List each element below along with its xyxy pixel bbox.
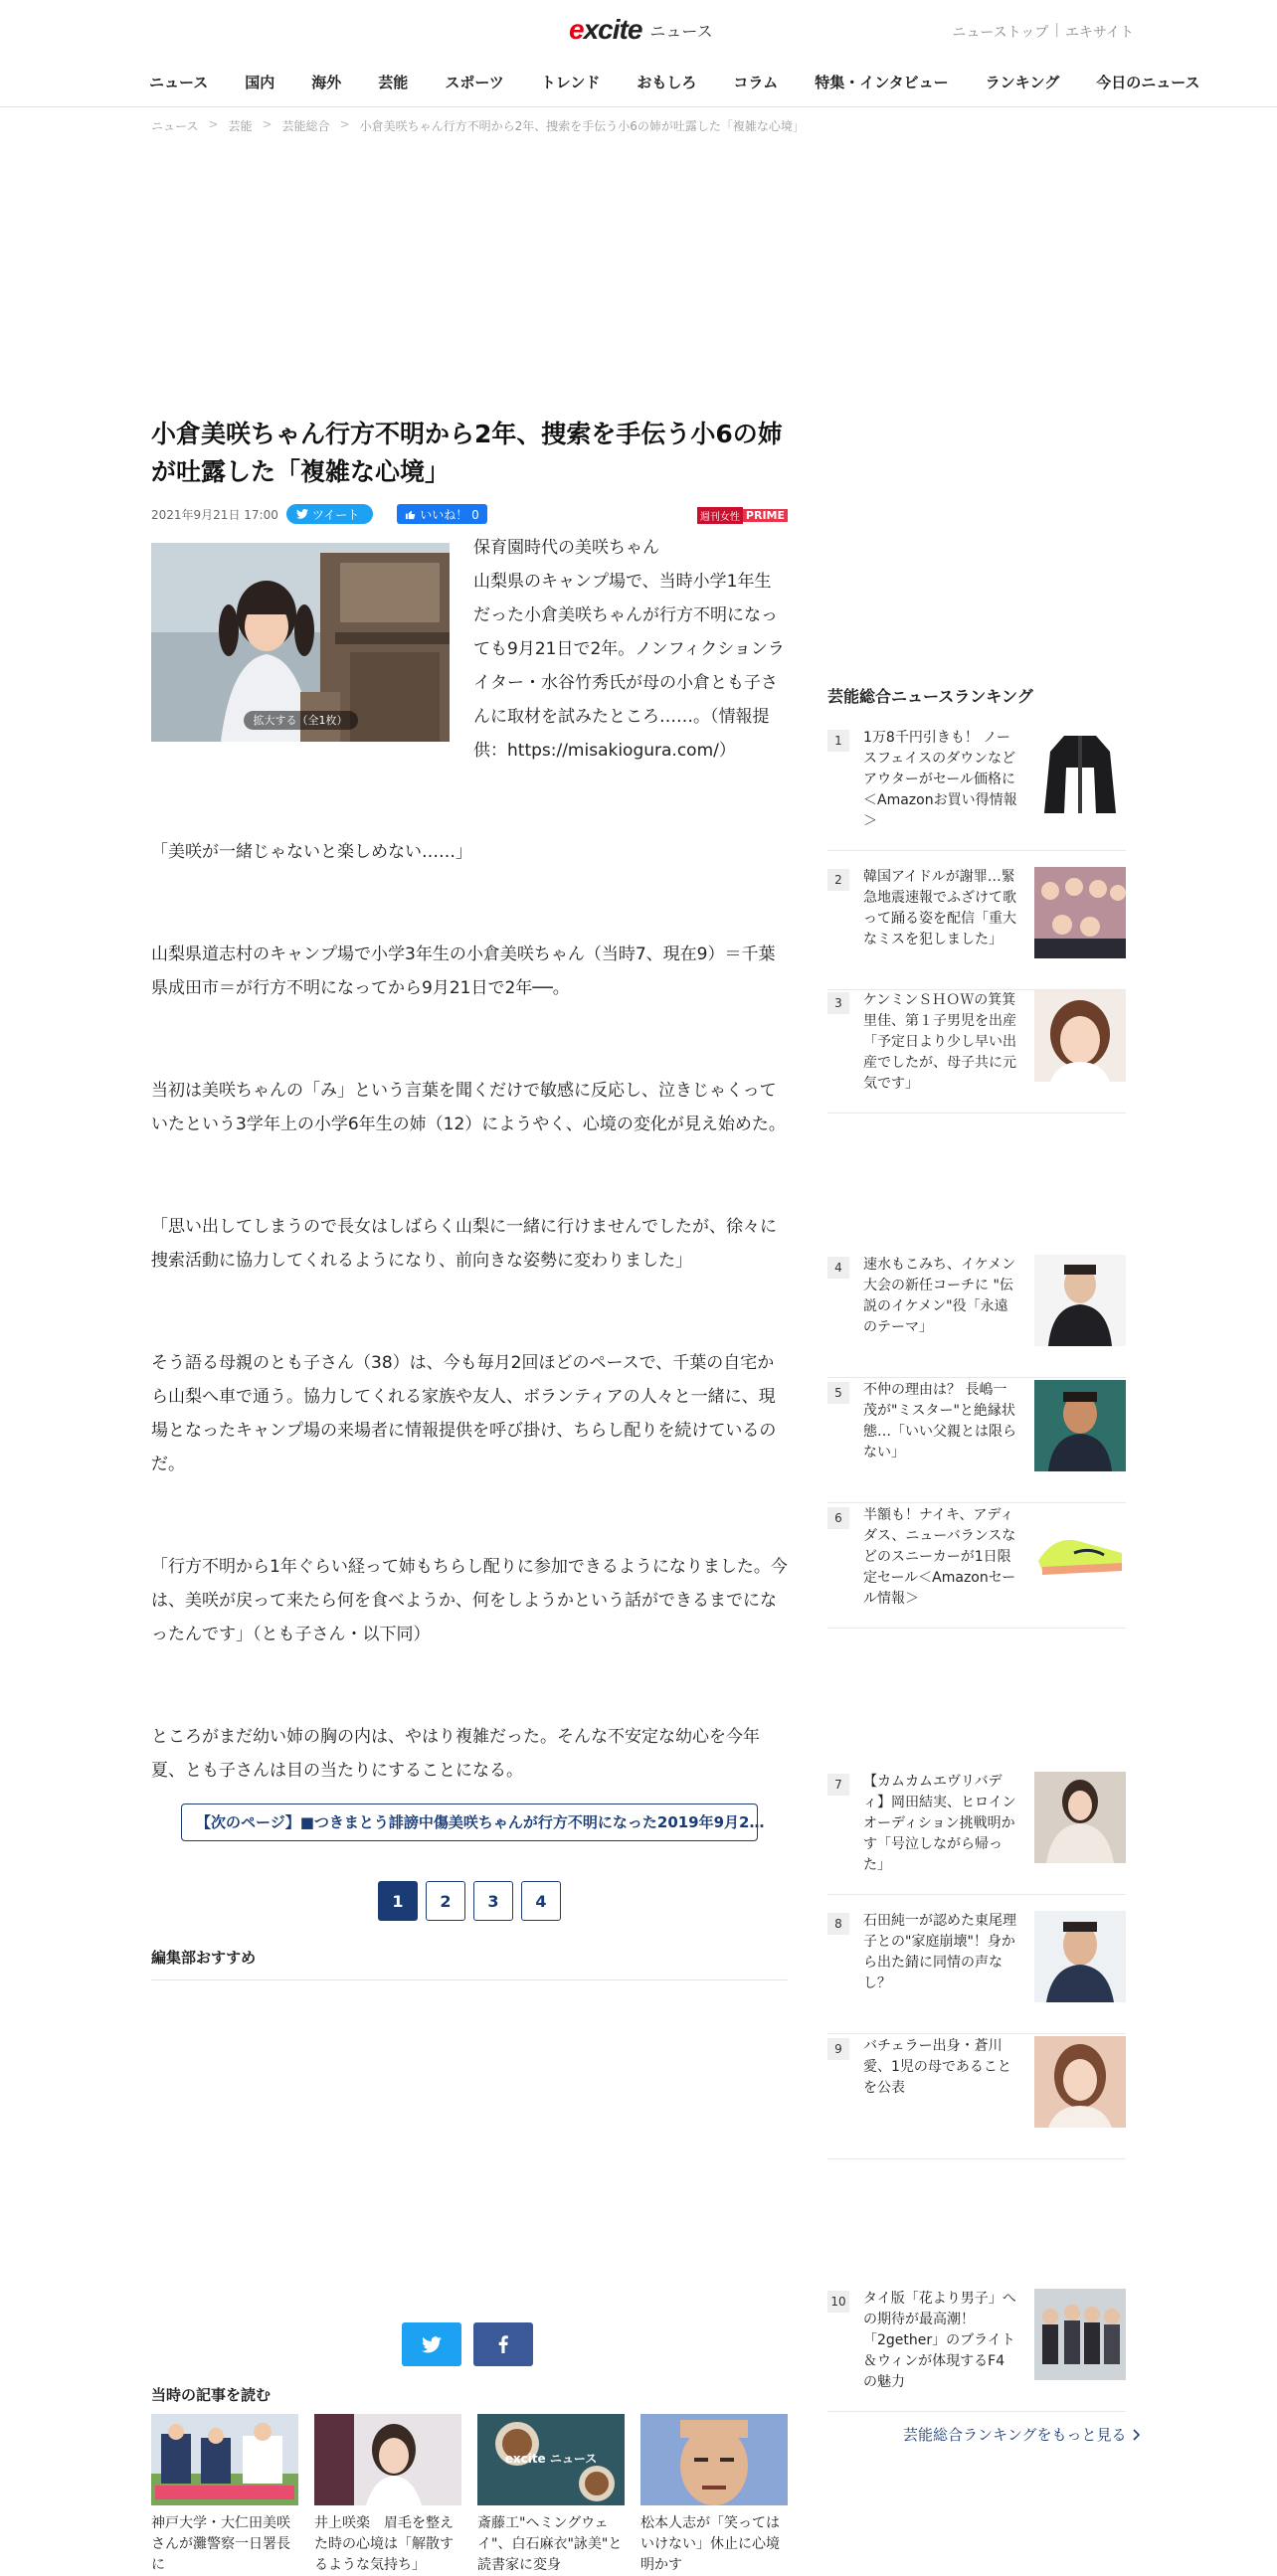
nav-trend[interactable]: トレンド [540, 74, 601, 91]
actor-portrait-image [1034, 1255, 1126, 1346]
page-3-button[interactable]: 3 [473, 1881, 513, 1921]
thumbnail-logo: excite ニュース [504, 2452, 598, 2466]
ranking-item[interactable] [827, 2289, 1126, 2412]
ranking-item[interactable] [827, 990, 1126, 1114]
rank-number: 5 [827, 1382, 849, 1404]
lead-text-block [473, 531, 788, 768]
rank-title: 半額も！ナイキ、アディダス、ニューバランスなどのスニーカーが1日限定セール＜Amazonセール情報＞ [863, 1507, 1016, 1607]
rank-number: 10 [827, 2291, 849, 2313]
rank-title: 韓国アイドルが謝罪…緊急地震速報でふざけて歌って踊る姿を配信「重大なミスを犯しました」 [863, 869, 1016, 947]
rank-number: 8 [827, 1913, 849, 1935]
rank-number: 9 [827, 2038, 849, 2060]
man-portrait-image [640, 2414, 788, 2505]
down-jacket-image [1034, 728, 1126, 819]
rank-thumbnail [1034, 2036, 1126, 2128]
thumbs-up-icon [405, 509, 416, 520]
rank-thumbnail [1034, 867, 1126, 958]
related-thumbnail [151, 2414, 298, 2505]
breadcrumb [151, 117, 805, 134]
logo-subtitle: ニュース [649, 21, 713, 41]
nav-column[interactable]: コラム [733, 74, 779, 91]
rank-thumbnail [1034, 1255, 1126, 1346]
share-buttons [402, 2322, 533, 2366]
rank-title: タイ版「花より男子」への期待が最高潮！「2gether」のブライト＆ウィンが体現するF4の魅力 [863, 2291, 1016, 2390]
chevron-right-icon [1133, 2429, 1141, 2441]
sneaker-image [1034, 1505, 1126, 1597]
ranking-item[interactable] [827, 1505, 1126, 1629]
photo-caption: 保育園時代の美咲ちゃん [473, 538, 659, 558]
related-articles [151, 2414, 788, 2573]
article-paragraph: 「美咲が一緒じゃないと楽しめない……」 [151, 842, 472, 862]
twitter-icon [296, 509, 308, 519]
related-thumbnail [314, 2414, 461, 2505]
related-item[interactable] [477, 2414, 625, 2573]
link-news-top[interactable]: ニューストップ [952, 25, 1049, 41]
share-facebook-button[interactable] [473, 2322, 533, 2366]
police-event-image [151, 2414, 298, 2505]
article-paragraph: 「思い出してしまうので長女はしばらく山梨に一緒に行けませんでしたが、徐々に捜索活動に協力してくれるようになり、前向きな姿勢に変わりました」 [151, 1217, 777, 1271]
nav-domestic[interactable]: 国内 [245, 74, 275, 91]
site-header [0, 0, 1277, 107]
nav-entertainment[interactable]: 芸能 [378, 74, 409, 91]
article-title: 小倉美咲ちゃん行方不明から2年、捜索を手伝う小6の姉が吐露した「複雑な心境」 [151, 420, 783, 486]
idol-group-image [1034, 867, 1126, 958]
rank-thumbnail [1034, 728, 1126, 819]
related-title: 神戸大学・大仁田美咲さんが灘警察一日署長に [151, 2515, 290, 2573]
rank-title: 速水もこみち、イケメン大会の新任コーチに "伝説のイケメン"役「永遠のテーマ」 [863, 1257, 1016, 1335]
breadcrumb-general[interactable]: 芸能総合 [281, 119, 330, 133]
related-thumbnail [640, 2414, 788, 2505]
nav-sports[interactable]: スポーツ [445, 74, 504, 91]
man-portrait-image [1034, 1911, 1126, 2002]
facebook-icon [498, 2335, 508, 2353]
pagination [151, 1881, 788, 1921]
lead-paragraph: 山梨県のキャンプ場で、当時小学1年生だった小倉美咲ちゃんが行方不明になっても9月21日で2年。ノンフィクションライター・水谷竹秀氏が母の小倉とも子さんに取材を試みたところ……。（情報提供：https://misakiogura.com/） [473, 572, 785, 761]
enlarge-photo-label[interactable]: 拡大する（全1枚） [244, 711, 358, 730]
breadcrumb-separator: > [262, 117, 273, 131]
like-button[interactable] [397, 504, 486, 524]
actress-portrait-image [1034, 990, 1126, 1082]
twitter-icon [422, 2336, 442, 2353]
tweet-label: ツイート [311, 507, 360, 522]
ranking-heading: 芸能総合ニュースランキング [827, 687, 1033, 706]
rank-title: 1万8千円引きも！ ノースフェイスのダウンなどアウターがセール価格に＜Amazonお買い得情報＞ [863, 730, 1017, 829]
like-label: いいね！ 0 [420, 507, 479, 522]
nav-today[interactable]: 今日のニュース [1096, 74, 1200, 91]
rank-number: 3 [827, 992, 849, 1014]
ranking-item[interactable] [827, 1255, 1126, 1378]
related-thumbnail [477, 2414, 625, 2505]
rank-number: 6 [827, 1507, 849, 1529]
rank-title: 【カムカムエヴリバディ】岡田結実、ヒロインオーディション挑戦明かす「号泣しながら帰った」 [863, 1774, 1016, 1873]
article [151, 416, 788, 1980]
breadcrumb-separator: > [208, 117, 219, 131]
page-2-button[interactable]: 2 [426, 1881, 465, 1921]
article-photo[interactable] [151, 543, 450, 742]
related-title: 松本人志が「笑ってはいけない」休止に心境明かす [640, 2515, 780, 2573]
ranking-more-label: 芸能総合ランキングをもっと見る [903, 2426, 1127, 2444]
rank-title: バチェラー出身・蒼川愛、1児の母であることを公表 [863, 2038, 1011, 2096]
rank-thumbnail [1034, 1380, 1126, 1471]
woman-portrait-image [314, 2414, 461, 2505]
rank-thumbnail [1034, 990, 1126, 1082]
article-paragraph: 「行方不明から1年ぐらい経って姉もちらし配りに参加できるようになりました。今は、美咲が戻って来たら何を食べようか、何をしようかという話ができるまでになったんです」（とも子さん・以下同） [151, 1557, 788, 1644]
related-title: 斎藤工"ヘミングウェイ"、白石麻衣"詠美"と読書家に変身 [477, 2515, 623, 2573]
article-meta [151, 503, 788, 525]
tweet-button[interactable] [286, 504, 373, 524]
editor-recommend-heading: 編集部おすすめ [151, 1947, 788, 1980]
ranking-more-link[interactable] [903, 2424, 1141, 2445]
source-logo[interactable] [697, 508, 788, 522]
rank-title: ケンミンＳＨＯＷの箕箕里佳、第１子男児を出産「予定日より少し早い出産でしたが、母子共に元気です」 [863, 992, 1016, 1092]
nav-fun[interactable]: おもしろ [637, 74, 697, 91]
breadcrumb-current: 小倉美咲ちゃん行方不明から2年、捜索を手伝う小6の姉が吐露した「複雑な心境」 [359, 119, 805, 133]
rank-number: 1 [827, 730, 849, 752]
group-photo-image [1034, 2289, 1126, 2380]
logo-mark: excite [569, 14, 642, 45]
article-paragraph: 当初は美咲ちゃんの「み」という言葉を聞くだけで敏感に反応し、泣きじゃくっていたという3学年上の小学6年生の姉（12）にようやく、心境の変化が見え始めた。 [151, 1081, 786, 1134]
source-logo-prime: PRIME [743, 509, 788, 522]
nav-features[interactable]: 特集・インタビュー [815, 74, 949, 91]
page-1-button[interactable]: 1 [378, 1881, 418, 1921]
rank-number: 4 [827, 1257, 849, 1279]
breadcrumb-news[interactable]: ニュース [151, 119, 199, 133]
woman-portrait-image [1034, 2036, 1126, 2128]
man-portrait-image [1034, 1380, 1126, 1471]
rank-number: 2 [827, 869, 849, 891]
ranking-item[interactable] [827, 1911, 1126, 2034]
rank-number: 7 [827, 1774, 849, 1796]
link-excite[interactable]: エキサイト [1064, 25, 1134, 41]
nav-world[interactable]: 海外 [311, 74, 342, 91]
publish-date: 2021年9月21日 17:00 [151, 507, 278, 522]
next-page-link[interactable]: 【次のページ】■つきまとう誹謗中傷美咲ちゃんが行方不明になった2019年9月2… [181, 1803, 758, 1841]
page-4-button[interactable]: 4 [521, 1881, 561, 1921]
related-item[interactable] [314, 2414, 461, 2573]
share-twitter-button[interactable] [402, 2322, 461, 2366]
rank-thumbnail [1034, 1772, 1126, 1863]
global-nav [149, 64, 1199, 100]
ranking-item[interactable] [827, 728, 1126, 851]
ranking-item[interactable] [827, 1772, 1126, 1895]
ranking-item[interactable] [827, 2036, 1126, 2159]
top-links [952, 22, 1134, 42]
rank-thumbnail [1034, 1505, 1126, 1597]
rank-thumbnail [1034, 2289, 1126, 2380]
nav-ranking[interactable]: ランキング [985, 74, 1060, 91]
ranking-item[interactable] [827, 867, 1126, 990]
article-lead [151, 538, 788, 768]
source-logo-text: 週刊女性 [697, 507, 743, 524]
article-paragraph: ところがまだ幼い姉の胸の内は、やはり複雑だった。そんな不安定な幼心を今年夏、とも子さんは目の当たりにすることになる。 [151, 1727, 760, 1781]
related-title: 井上咲楽 眉毛を整えた時の心境は「解散するような気持ち」 [314, 2515, 454, 2573]
actress-portrait-image [1034, 1772, 1126, 1863]
article-paragraph: そう語る母親のとも子さん（38）は、今も毎月2回ほどのペースで、千葉の自宅から山梨へ車で通う。協力してくれる家族や友人、ボランティアの人々と一緒に、現場となったキャンプ場の来場者に情報提供を呼び掛け、ちらし配りを続けているのだ。 [151, 1353, 777, 1474]
related-item[interactable] [640, 2414, 788, 2573]
breadcrumb-entertainment[interactable]: 芸能 [228, 119, 253, 133]
rank-title: 不仲の理由は？ 長嶋一茂が"ミスター"と絶縁状態…「いい父親とは限らない」 [863, 1382, 1016, 1460]
related-heading: 当時の記事を読む [151, 2386, 272, 2404]
article-paragraph: 山梨県道志村のキャンプ場で小学3年生の小倉美咲ちゃん（当時7、現在9）＝千葉県成田市＝が行方不明になってから9月21日で2年──。 [151, 945, 776, 998]
ranking-item[interactable] [827, 1380, 1126, 1503]
breadcrumb-separator: > [339, 117, 350, 131]
related-item[interactable] [151, 2414, 298, 2573]
rank-thumbnail [1034, 1911, 1126, 2002]
rank-title: 石田純一が認めた東尾理子との"家庭崩壊"！身から出た錆に同情の声なし？ [863, 1913, 1016, 1991]
nav-news[interactable]: ニュース [149, 74, 209, 91]
site-logo[interactable] [569, 12, 713, 48]
divider: | [1054, 22, 1059, 38]
